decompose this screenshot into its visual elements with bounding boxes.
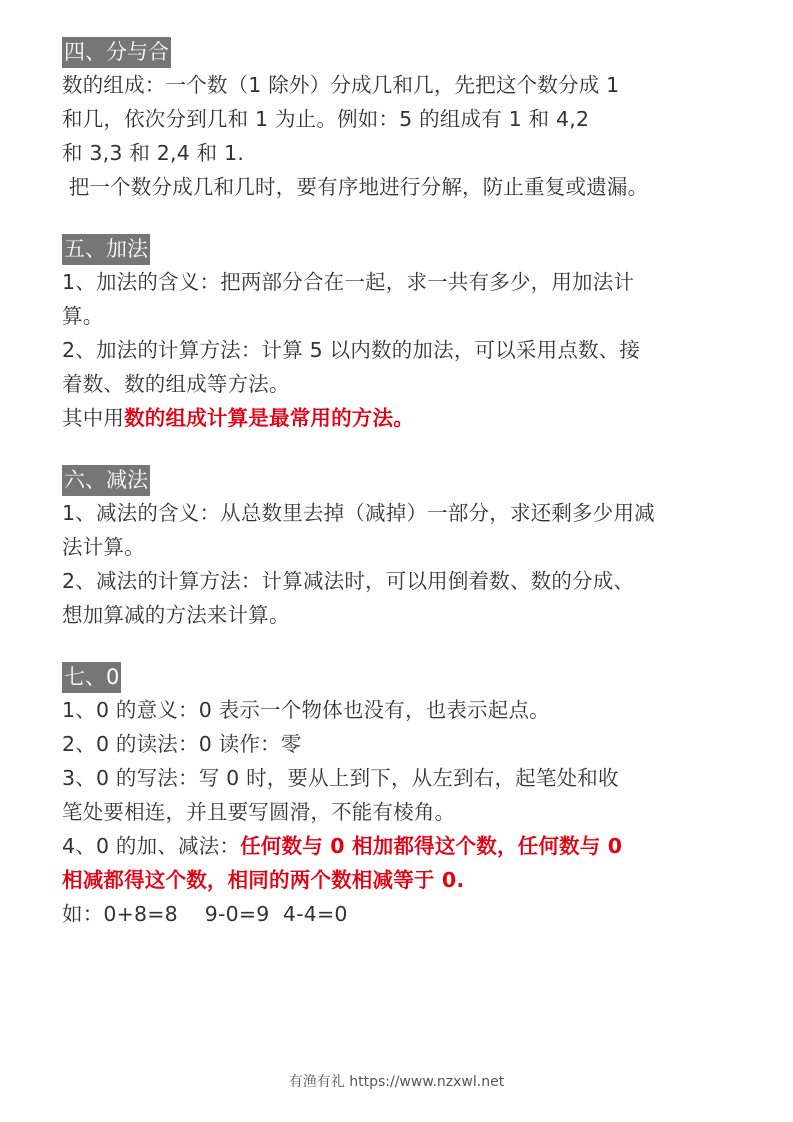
text-line [62,367,752,401]
emphasis-text: 数的组成计算是最常用的方法。 [124,406,414,430]
text-span: 着数、数的组成等方法。 [62,372,290,396]
text-line [62,265,752,299]
text-span: 1、加法的含义：把两部分合在一起，求一共有多少，用加法计 [62,270,635,294]
section-heading: 五、加法 [62,234,150,265]
text-span: 和几，依次分到几和 1 为止。例如：5 的组成有 1 和 4,2 [62,107,590,131]
section-addition [62,234,752,435]
text-line [62,693,752,727]
text-line [62,68,752,102]
text-line [62,496,752,530]
text-line [62,170,752,204]
text-span: 2、减法的计算方法：计算减法时，可以用倒着数、数的分成、 [62,569,635,593]
text-span: 法计算。 [62,535,145,559]
text-span: 1、减法的含义：从总数里去掉（减掉）一部分，求还剩多少用减 [62,501,655,525]
text-line [62,299,752,333]
text-span: 2、加法的计算方法：计算 5 以内数的加法，可以采用点数、接 [62,338,641,362]
text-line [62,598,752,632]
text-span: 4、0 的加、减法： [62,834,241,858]
text-line [62,401,752,435]
section-heading: 七、0 [62,662,121,693]
text-span: 其中用 [62,406,125,430]
text-span: 算。 [62,304,104,328]
text-line [62,897,752,931]
text-span: 想加算减的方法来计算。 [62,603,290,627]
emphasis-text: 相减都得这个数，相同的两个数相减等于 0. [62,868,465,892]
footer-watermark: 有渔有礼 https://www.nzxwl.net [288,1074,505,1090]
text-span: 3、0 的写法：写 0 时，要从上到下，从左到右，起笔处和收 [62,766,619,790]
text-line [62,727,752,761]
section-subtraction [62,465,752,632]
text-span: 2、0 的读法：0 读作：零 [62,732,302,756]
text-line [62,761,752,795]
section-composition [62,37,752,204]
emphasis-text: 任何数与 0 相加都得这个数，任何数与 0 [240,834,623,858]
text-span: 笔处要相连，并且要写圆滑，不能有棱角。 [62,800,456,824]
text-span: 把一个数分成几和几时，要有序地进行分解，防止重复或遗漏。 [62,175,649,199]
text-line [62,530,752,564]
text-span: 和 3,3 和 2,4 和 1. [62,141,245,165]
text-span: 如：0+8=8 9-0=9 4-4=0 [62,902,348,926]
section-zero [62,662,752,931]
text-line [62,333,752,367]
text-span: 1、0 的意义：0 表示一个物体也没有，也表示起点。 [62,698,550,722]
text-span: 数的组成：一个数（1 除外）分成几和几，先把这个数分成 1 [62,73,620,97]
text-line [62,136,752,170]
text-line [62,102,752,136]
section-heading: 六、减法 [62,465,150,496]
text-line [62,829,752,863]
text-line [62,863,752,897]
text-line [62,564,752,598]
text-line [62,795,752,829]
document-page [62,37,752,961]
section-heading: 四、分与合 [62,37,171,68]
